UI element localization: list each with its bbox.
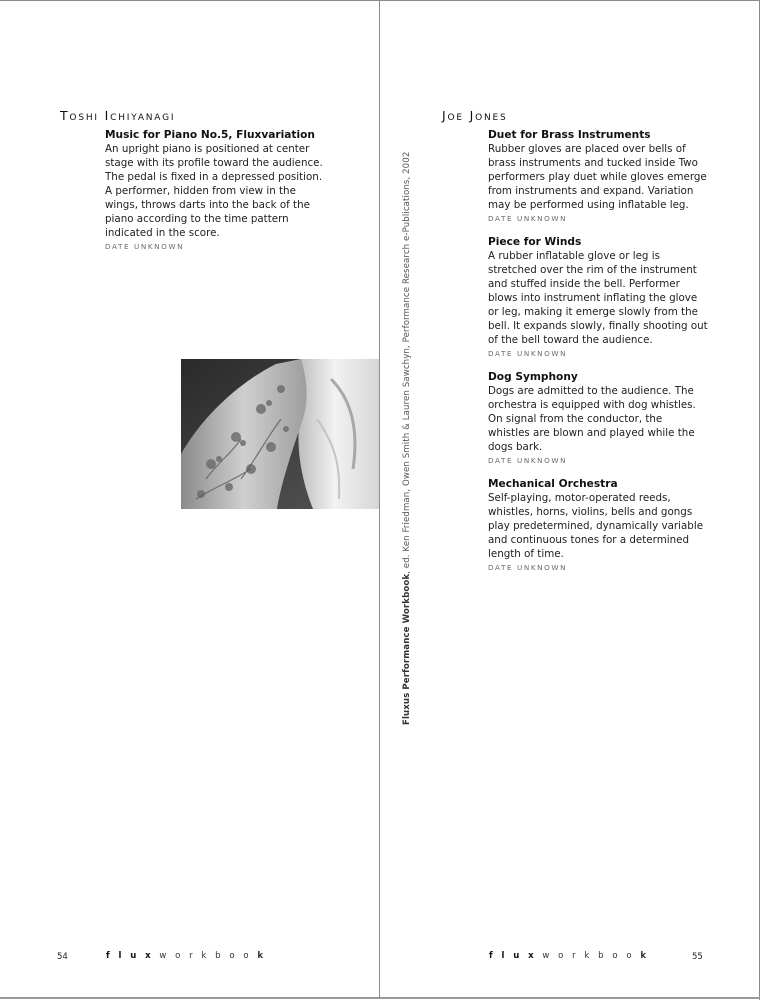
work-date: DATE UNKNOWN [488,456,568,465]
right-page [380,0,760,1000]
works-list [105,128,323,263]
photo-illustration [181,359,379,509]
footer-brand-workbook-main: workboo [542,951,641,961]
page-number: 55 [692,952,703,962]
left-page [0,0,379,1000]
work-description: Rubber gloves are placed over bells of brass instruments and tucked inside Two performers play duet while gloves emerge from instruments and expand. Variation may be performed using inflatable leg. [488,143,707,211]
artist-name: Toshi Ichiyanagi [60,108,176,123]
work-entry [488,128,708,224]
footer-brand-workbook-main: workboo [159,951,258,961]
work-title: Dog Symphony [488,371,578,383]
work-entry [488,477,708,573]
footer-brand-flux: flux [489,951,543,961]
work-title: Duet for Brass Instruments [488,129,651,141]
work-title: Piece for Winds [488,236,582,248]
photo-rubber-glove-and-fabric [181,359,379,509]
work-date: DATE UNKNOWN [488,349,568,358]
work-entry [105,128,323,252]
credit-details: , ed. Ken Friedman, Owen Smith & Lauren Sawchyn, Performance Research e-Publications, 2002 [402,151,412,574]
footer-brand-workbook-last: k [257,951,272,961]
work-date: DATE UNKNOWN [488,214,568,223]
credit-book-title: Fluxus Performance Workbook [402,573,412,725]
footer-brand-flux: flux [106,951,160,961]
work-description: Dogs are admitted to the audience. The orchestra is equipped with dog whistles. On signal from the conductor, the whistles are blown and played while the dogs bark. [488,385,696,453]
flux-workbook-footer [489,951,655,961]
work-entry [488,370,708,466]
work-title: Music for Piano No.5, Fluxvariation [105,129,315,141]
work-date: DATE UNKNOWN [105,242,185,251]
page-number: 54 [57,952,68,962]
work-date: DATE UNKNOWN [488,563,568,572]
work-title: Mechanical Orchestra [488,478,618,490]
footer-brand-workbook-last: k [640,951,655,961]
work-description: A rubber inflatable glove or leg is stretched over the rim of the instrument and stuffed inside the bell. Performer blows into instrument inflating the glove or leg, making it emerge slowly from the bell. It expands slowly, finally shooting out of the bell toward the audience. [488,250,708,346]
footer-brand-workbook [542,951,654,961]
work-description: An upright piano is positioned at center stage with its profile toward the audience. The pedal is fixed in a depressed position. A performer, hidden from view in the wings, throws darts into the back of the piano according to the time pattern indicated in the score. [105,143,323,239]
works-list [488,128,708,584]
work-entry [488,235,708,359]
flux-workbook-footer [106,951,272,961]
work-description: Self-playing, motor-operated reeds, whistles, horns, violins, bells and gongs play predetermined, dynamically variable and continuous tones for a determined length of time. [488,492,704,560]
footer-brand-workbook [159,951,271,961]
artist-name: Joe Jones [442,108,508,123]
